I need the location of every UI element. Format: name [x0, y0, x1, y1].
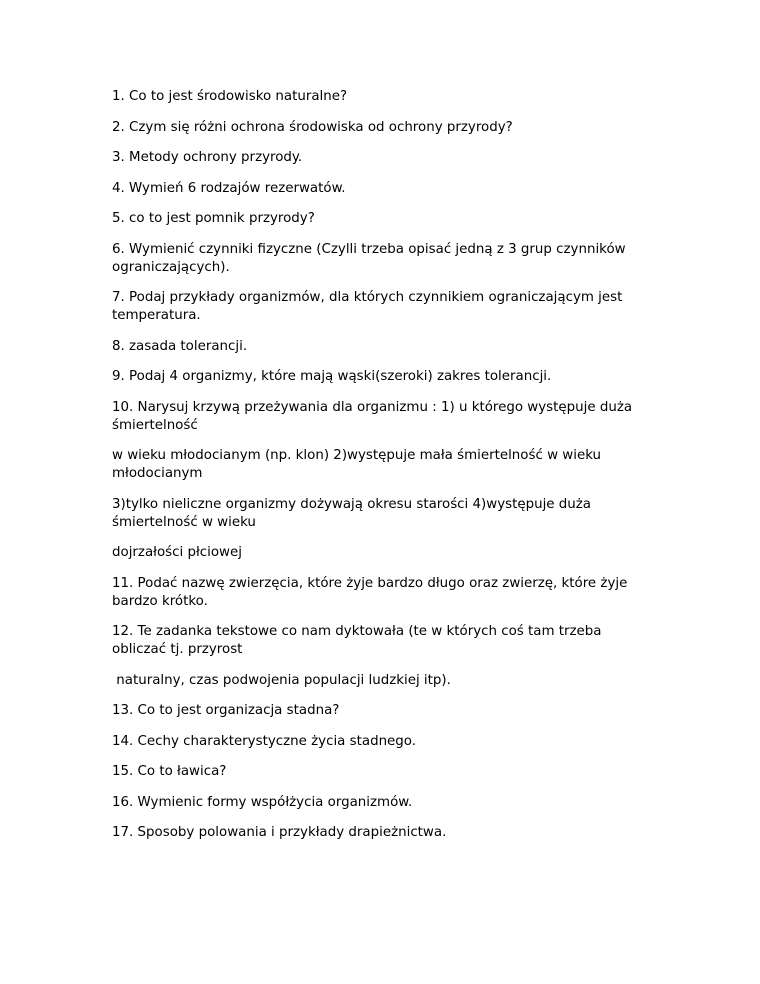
paragraph-2: 2. Czym się różni ochrona środowiska od ochrony przyrody? — [112, 119, 513, 135]
paragraph-16: naturalny, czas podwojenia populacji ludzkiej itp). — [112, 672, 451, 688]
paragraph-7: 7. Podaj przykłady organizmów, dla których czynnikiem ograniczającym jest temperatura. — [112, 290, 627, 323]
paragraph-21: 17. Sposoby polowania i przykłady drapieżnictwa. — [112, 825, 447, 840]
paragraph-17: 13. Co to jest organizacja stadna? — [112, 703, 340, 718]
paragraph-1: 1. Co to jest środowisko naturalne? — [112, 89, 348, 104]
document-body — [112, 88, 652, 855]
paragraph-8: 8. zasada tolerancji. — [112, 338, 248, 354]
paragraph-19: 15. Co to ławica? — [112, 764, 227, 779]
paragraph-11: w wieku młodocianym (np. klon) 2)występuje mała śmiertelność w wieku młodocianym — [112, 448, 606, 481]
paragraph-5: 5. co to jest pomnik przyrody? — [112, 211, 315, 226]
paragraph-4: 4. Wymień 6 rodzajów rezerwatów. — [112, 180, 346, 196]
paragraph-15: 12. Te zadanka tekstowe co nam dyktowała (te w których coś tam trzeba obliczać tj. przyrost — [112, 624, 606, 657]
paragraph-13: dojrzałości płciowej — [112, 545, 242, 560]
paragraph-10: 10. Narysuj krzywą przeżywania dla organizmu : 1) u którego występuje duża śmiertelność — [112, 399, 637, 433]
paragraph-14: 11. Podać nazwę zwierzęcia, które żyje bardzo długo oraz zwierzę, które żyje bardzo krótko. — [112, 575, 632, 609]
paragraph-3: 3. Metody ochrony przyrody. — [112, 150, 303, 165]
paragraph-9: 9. Podaj 4 organizmy, które mają wąski(szeroki) zakres tolerancji. — [112, 369, 552, 384]
paragraph-18: 14. Cechy charakterystyczne życia stadnego. — [112, 733, 417, 749]
paragraph-20: 16. Wymienic formy współżycia organizmów. — [112, 794, 413, 810]
paragraph-12: 3)tylko nieliczne organizmy dożywają okresu starości 4)występuje duża śmiertelność w wieku — [112, 496, 596, 530]
paragraph-6: 6. Wymienić czynniki fizyczne (Czylli trzeba opisać jedną z 3 grup czynników ograniczających). — [112, 241, 630, 275]
